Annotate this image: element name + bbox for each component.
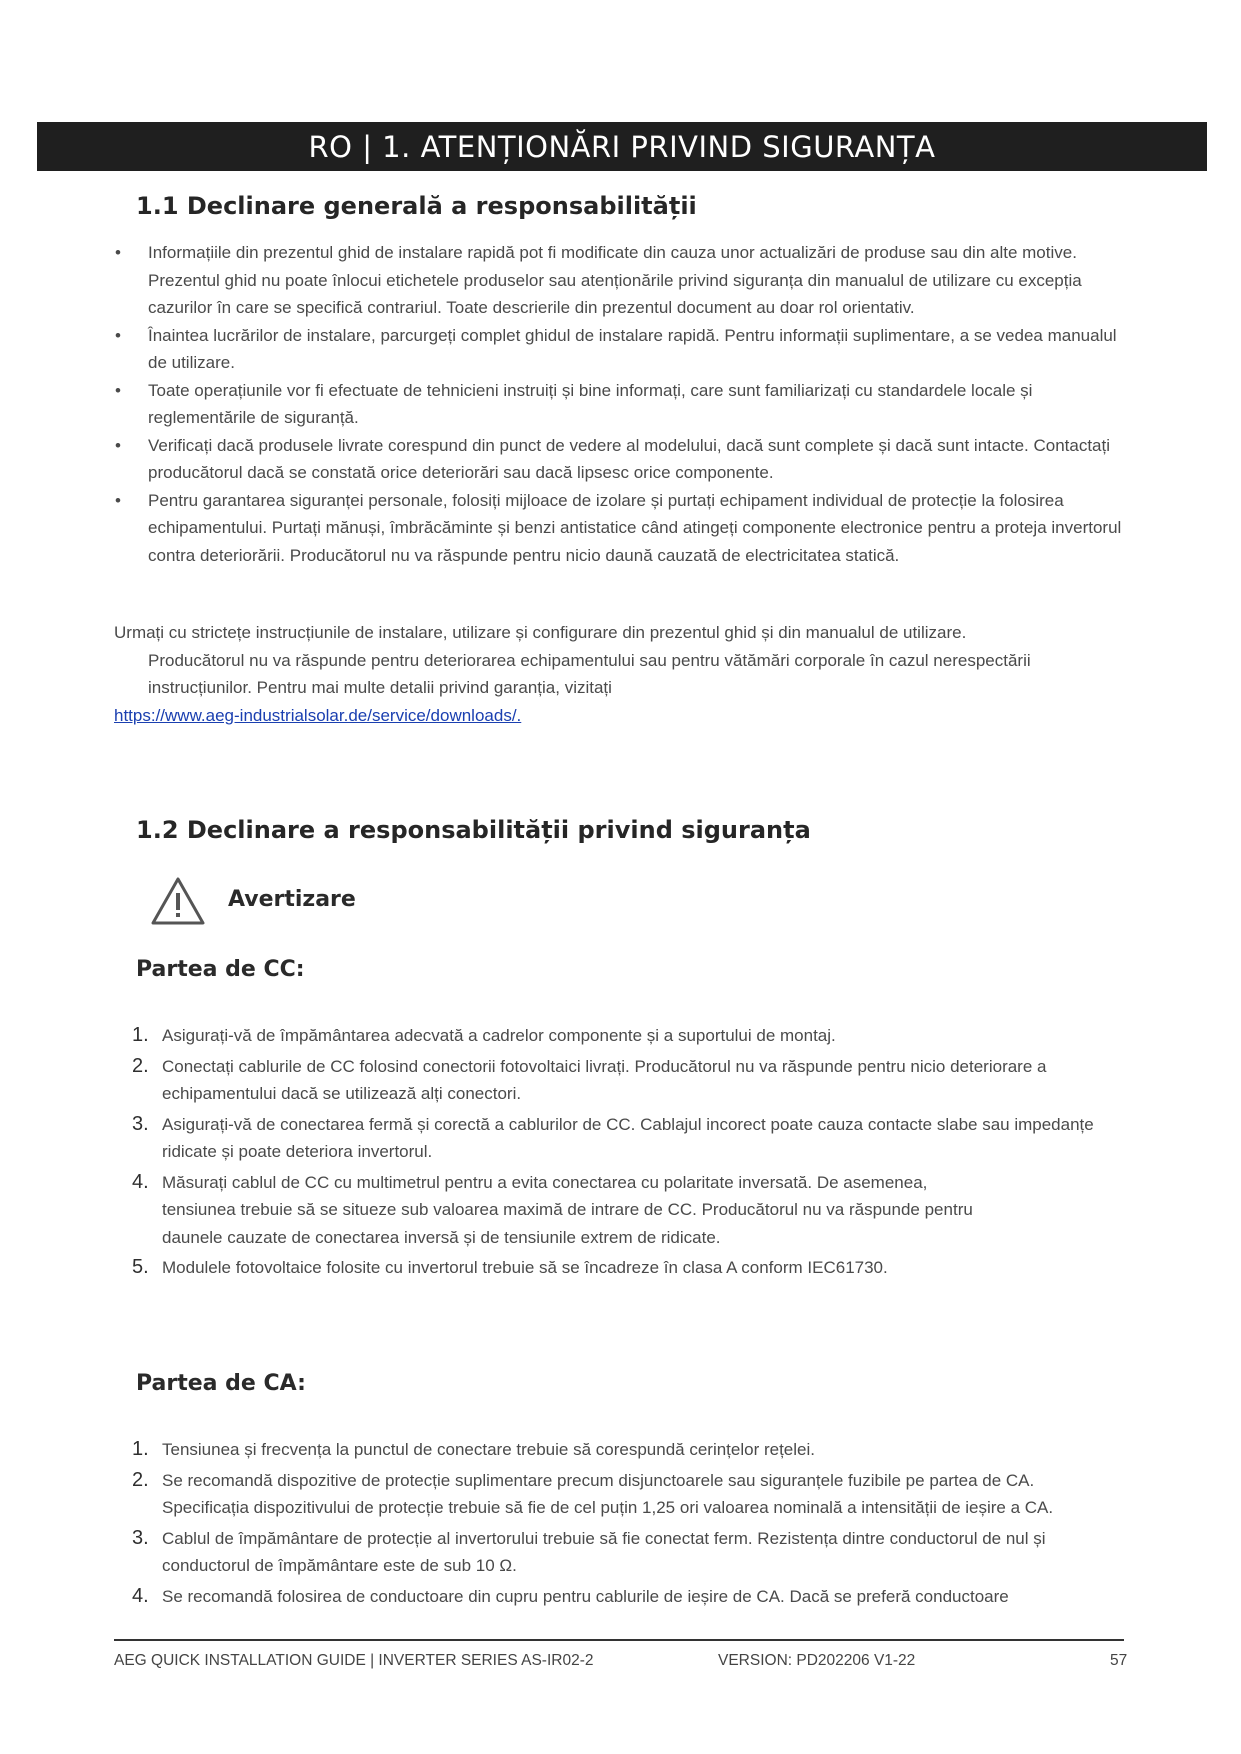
list-item: 4. Se recomandă folosirea de conductoare din cupru pentru cablurile de ieșire de CA. Dacă se preferă conductoare	[132, 1584, 1009, 1607]
page-number: 57	[1110, 1652, 1128, 1669]
dc-side-heading: Partea de CC:	[136, 957, 305, 982]
warning-label: Avertizare	[228, 887, 356, 912]
ac-list	[132, 1436, 1122, 1613]
footer-guide-title: AEG QUICK INSTALLATION GUIDE | INVERTER SERIES AS-IR02-2	[114, 1652, 594, 1669]
list-item: 3. Asigurați-vă de conectarea fermă și corectă a cablurilor de CC. Cablajul incorect poate cauza contacte slabe sau impedanțe ridicate și poate deteriora invertorul.	[132, 1112, 1094, 1161]
list-item: • Verificați dacă produsele livrate corespund din punct de vedere al modelului, dacă sunt complete și dacă sunt intacte. Contactați producătorul dacă se constată orice deteriorări sau dacă lipsesc orice componente.	[115, 435, 1111, 482]
footer-version: VERSION: PD202206 V1-22	[718, 1652, 916, 1669]
heading-1-2: 1.2 Declinare a responsabilității privind siguranța	[136, 816, 811, 844]
list-item: 2. Conectați cablurile de CC folosind conectorii fotovoltaici livrați. Producătorul nu va răspunde pentru nicio deteriorare a echipamentului dacă se utilizează alți conectori.	[132, 1054, 1047, 1103]
heading-1-1: 1.1 Declinare generală a responsabilității	[136, 192, 697, 220]
list-item: 4. Măsurați cablul de CC cu multimetrul pentru a evita conectarea cu polaritate inversată. De asemenea, tensiunea trebuie să se situeze sub valoarea maximă de intrare de CC. Producătorul nu va răspunde pentru daunele cauzate de conectarea inversă și de tensiunile extrem de ridicate.	[132, 1170, 973, 1247]
follow-instructions-paragraph	[114, 619, 1124, 729]
list-item: 3. Cablul de împământare de protecție al invertorului trebuie să fie conectat ferm. Rezistența dintre conductorul de nul și conductorul de împământare este de sub 10 Ω.	[132, 1526, 1046, 1575]
section-banner: RO | 1. ATENȚIONĂRI PRIVIND SIGURANȚA	[37, 122, 1207, 171]
list-item: 1. Asigurați-vă de împământarea adecvată a cadrelor componente și a suportului de montaj.	[132, 1024, 836, 1046]
list-item: • Pentru garantarea siguranței personale, folosiți mijloace de izolare și purtați echipament individual de protecție la folosirea echipamentului. Purtați mănuși, îmbrăcăminte și benzi antistatice când atingeți componente electronice pentru a proteja invertorul contra deteriorării. Producătorul nu va răspunde pentru nicio daună cauzată de electricitatea statică.	[115, 490, 1122, 565]
warning-triangle-icon	[150, 876, 206, 926]
tail-line-2: Producătorul nu va răspunde pentru deteriorarea echipamentului sau pentru vătămări corporale în cazul nerespectării instrucțiunilor. Pentru mai multe detalii privind garanția, vizitați	[148, 650, 1031, 697]
dc-list	[132, 1022, 1122, 1285]
tail-line-1: Urmați cu strictețe instrucțiunile de instalare, utilizare și configurare din prezentul ghid și din manualul de utilizare.	[114, 623, 967, 642]
list-item: 5. Modulele fotovoltaice folosite cu invertorul trebuie să se încadreze în clasa A conform IEC61730.	[132, 1256, 888, 1278]
ac-side-heading: Partea de CA:	[136, 1371, 306, 1396]
downloads-link[interactable]: https://www.aeg-industrialsolar.de/service/downloads/.	[114, 705, 522, 725]
list-item: • Informațiile din prezentul ghid de instalare rapidă pot fi modificate din cauza unor actualizări de produse sau din alte motive. Prezentul ghid nu poate înlocui etichetele produselor sau atenționările privind siguranța din manualul de utilizare cu excepția cazurilor în care se specifică contrariul. Toate descrierile din prezentul document au doar rol orientativ.	[115, 243, 1082, 317]
footer-divider	[114, 1639, 1124, 1641]
list-item: • Toate operațiunile vor fi efectuate de tehnicieni instruiți și bine informați, care sunt familiarizați cu standardele locale și reglementările de siguranță.	[115, 380, 1033, 427]
list-item: 1. Tensiunea și frecvența la punctul de conectare trebuie să corespundă cerințelor rețelei.	[132, 1438, 815, 1460]
bullet-list	[112, 239, 1122, 569]
list-item: 2. Se recomandă dispozitive de protecție suplimentare precum disjunctoarele sau siguranțele fuzibile pe partea de CA. Specificația dispozitivului de protecție trebuie să fie de cel puțin 1,25 ori valoarea nominală a intensității de ieșire a CA.	[132, 1468, 1054, 1517]
list-item: • Înaintea lucrărilor de instalare, parcurgeți complet ghidul de instalare rapidă. Pentru informații suplimentare, a se vedea manualul de utilizare.	[115, 325, 1117, 372]
